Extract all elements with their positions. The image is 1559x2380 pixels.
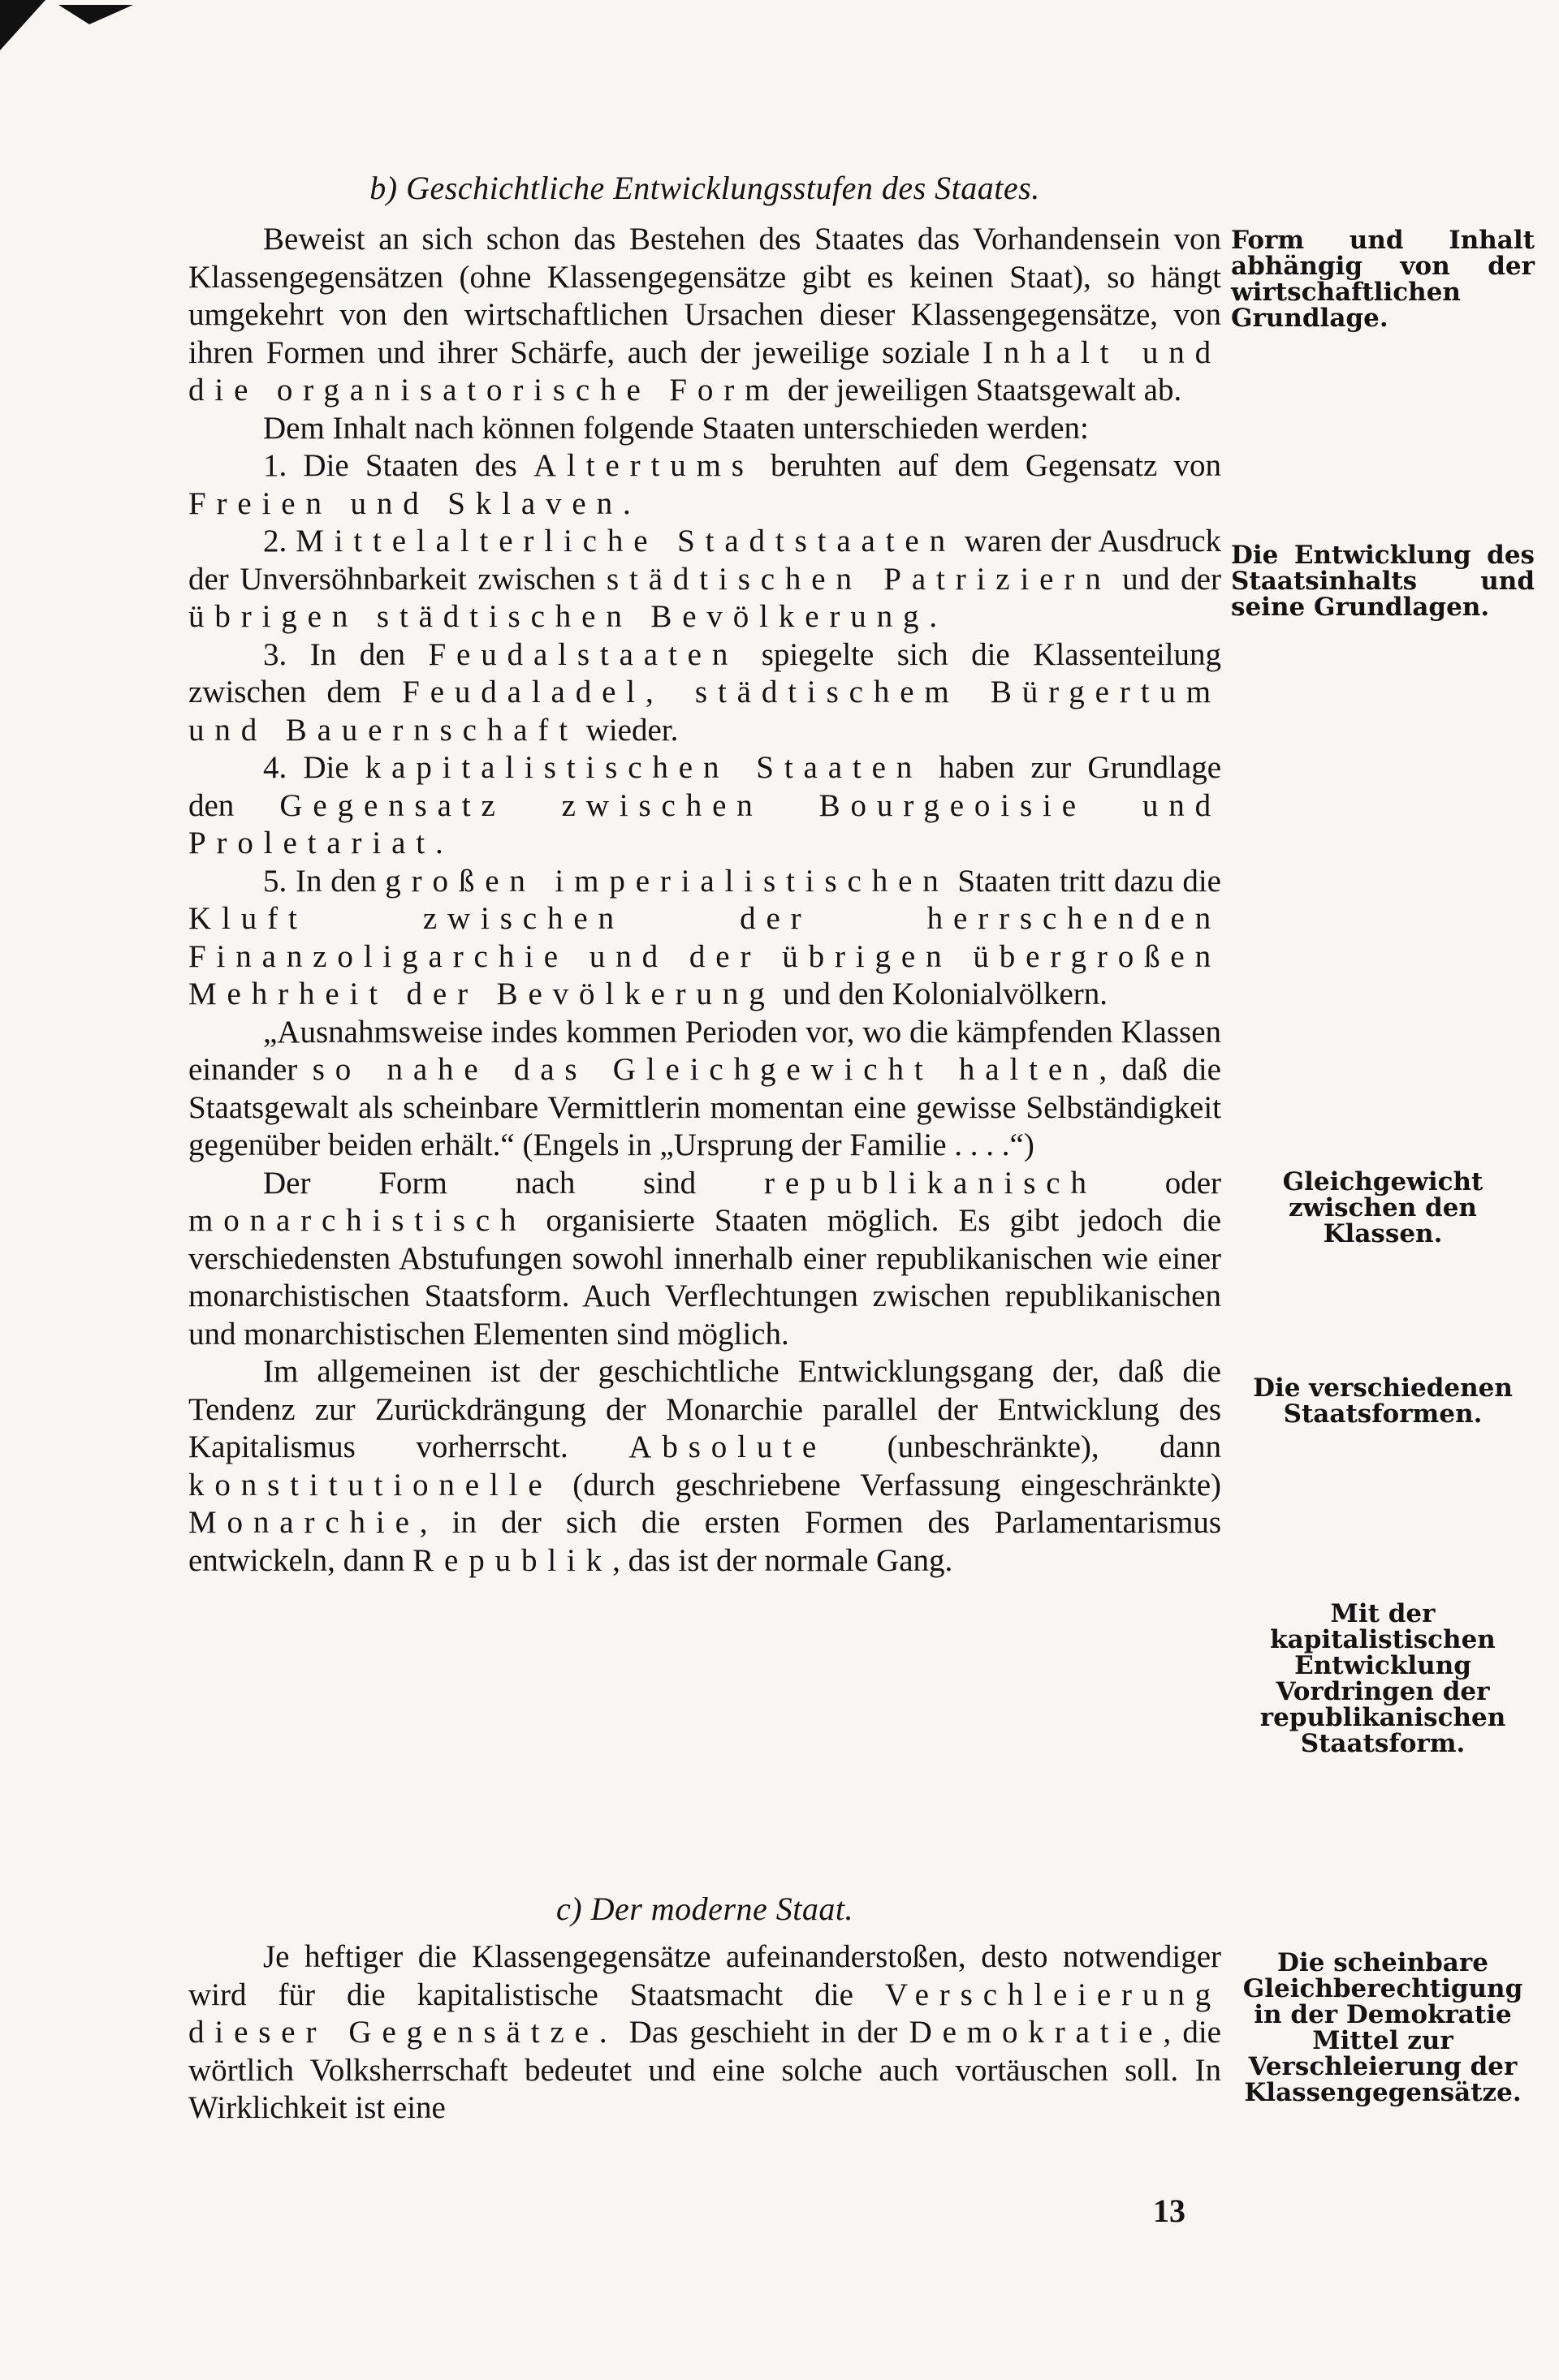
- list-item-2: [188, 523, 1221, 636]
- spaced-emphasis: Kluft zwischen der herrschenden Finanzoligarchie und der übrigen übergroßen Mehrheit der Bevölkerung: [188, 901, 1221, 1011]
- spaced-emphasis: Inhalt und die organisatorische Form: [188, 334, 1222, 407]
- text-run: beruhten auf dem Gegensatz von: [754, 448, 1221, 483]
- paragraph-content-intro: Dem Inhalt nach können folgende Staaten unterschieden werden:: [263, 410, 1089, 446]
- paragraph-modern-state: [188, 1938, 1221, 2128]
- text-run: Der Form nach sind: [263, 1165, 765, 1201]
- list-item-4: [188, 749, 1221, 863]
- list-item-5: [188, 863, 1221, 1014]
- text-run: Je heftiger die Klassengegensätze aufeinanderstoßen, desto notwendiger wird für die kapitalistische Staatsmacht die: [188, 1939, 1221, 2012]
- spaced-emphasis: Feudalstaaten: [428, 636, 739, 672]
- spaced-emphasis: Altertums: [533, 448, 754, 483]
- spaced-emphasis: Gegensatz zwischen Bourgeoisie und Proletariat.: [188, 787, 1221, 860]
- spaced-emphasis: monarchistisch: [188, 1203, 527, 1238]
- text-run: (durch geschriebene Verfassung eingeschränkte): [552, 1467, 1221, 1503]
- text-run: „Ausnahmsweise indes kommen Perioden vor, wo die kämpfenden Klassen einander: [188, 1014, 1221, 1087]
- text-run: und den Kolonialvölkern.: [775, 977, 1108, 1011]
- margin-note-form-content: Form und Inhalt abhängig von der wirtschaftlichen Grundlage.: [1231, 226, 1535, 333]
- text-run: oder: [1096, 1165, 1221, 1201]
- margin-note-equilibrium: Gleichgewicht zwischen den Klassen.: [1282, 1167, 1483, 1248]
- list-item-1: [188, 447, 1221, 523]
- text-run: Beweist an sich schon das Bestehen des Staates das Vorhandensein von Klassengegensätzen (ohne Klassengegensätze gibt es keinen Staat), so hängt umgekehrt von den wirtschaftlichen Ursachen dieser Klassengegensätze, von ihren Formen und ihrer Schärfe, auch der jeweilige soziale: [188, 222, 1221, 370]
- text-run: 4. Die: [263, 750, 365, 785]
- corner-triangle-marks: [0, 0, 146, 73]
- paragraph-engels-quote: [188, 1014, 1221, 1165]
- text-run: wieder.: [577, 712, 679, 748]
- text-run: 3. In den: [263, 636, 429, 672]
- spaced-emphasis: Demokratie: [909, 2015, 1164, 2050]
- section-b-body: [188, 221, 1221, 1580]
- section-c-body: [188, 1938, 1221, 2128]
- text-run: 1. Die Staaten des: [263, 448, 534, 483]
- spaced-emphasis: Mittelalterliche Stadtstaaten: [296, 524, 956, 558]
- spaced-emphasis: Verschleierung dieser Gegensätze.: [188, 1977, 1221, 2050]
- spaced-emphasis: konstitutionelle: [188, 1467, 553, 1503]
- spaced-emphasis: städtischen Patriziern: [606, 561, 1112, 597]
- spaced-emphasis: republikanisch: [764, 1165, 1097, 1201]
- spaced-emphasis: Absolute: [628, 1429, 827, 1464]
- text-run: Das geschieht in der: [617, 2015, 909, 2050]
- spaced-emphasis: Freien und Sklaven.: [188, 485, 641, 521]
- margin-note-democracy: Die scheinbare Gleichberechtigung in der Demokratie Mittel zur Verschleierung der Klassengegensätze.: [1242, 1948, 1523, 2107]
- text-run: (unbeschränkte), dann: [827, 1429, 1221, 1464]
- text-run: spiegelte sich die Klassenteilung zwischen dem: [188, 636, 1221, 709]
- text-run: Staaten tritt dazu die: [948, 863, 1221, 899]
- text-run: , in der sich die ersten Formen des Parlamentarismus entwickeln, dann: [188, 1505, 1221, 1578]
- spaced-emphasis: Republik: [412, 1542, 613, 1578]
- text-run: der jeweiligen Staatsgewalt ab.: [780, 373, 1182, 407]
- spaced-emphasis: kapitalistischen Staaten: [365, 750, 923, 785]
- spaced-emphasis: großen imperialistischen: [385, 863, 949, 899]
- section-heading-c: c) Der moderne Staat.: [556, 1891, 853, 1927]
- text-run: , daß die Staatsgewalt als scheinbare Vermittlerin momentan eine gewisse Selbständigkeit gegenüber beiden erhält.“ (Engels in „Ursprung der Familie . . . .“): [188, 1052, 1221, 1162]
- text-run: , das ist der normale Gang.: [612, 1542, 953, 1578]
- section-heading-b: b) Geschichtliche Entwicklungsstufen des Staates.: [369, 170, 1040, 206]
- paragraph-class-contradictions: [188, 221, 1221, 410]
- spaced-emphasis: übrigen städtischen Bevölkerung.: [188, 599, 948, 634]
- margin-note-development: Die Entwicklung des Staatsinhalts und seine Grundlagen.: [1231, 541, 1535, 622]
- text-run: und der: [1111, 561, 1221, 597]
- text-run: 5. In den: [263, 863, 386, 899]
- margin-note-republican: Mit der kapitalistischen Entwicklung Vordringen der republikanischen Staatsform.: [1259, 1599, 1506, 1758]
- text-run: , die wörtlich Volksherrschaft bedeutet und eine solche auch vortäuschen soll. In Wirklichkeit ist eine: [188, 2015, 1221, 2125]
- spaced-emphasis: so nahe das Gleichgewicht halten: [312, 1052, 1099, 1087]
- text-run: Im allgemeinen ist der geschichtliche Entwicklungsgang der, daß die Tendenz zur Zurückdrängung der Monarchie parallel der Entwicklung des Kapitalismus vorherrscht.: [188, 1354, 1221, 1464]
- text-run: organisierte Staaten möglich. Es gibt jedoch die verschiedensten Abstufungen sowohl innerhalb einer republikanischen wie einer monarchistischen Staatsform. Auch Verflechtungen zwischen republikanischen und monarchistischen Elementen sind möglich.: [188, 1203, 1221, 1352]
- margin-note-state-forms: Die verschiedenen Staatsformen.: [1253, 1373, 1513, 1429]
- page-number: 13: [1153, 2192, 1185, 2229]
- spaced-emphasis: Monarchie: [188, 1505, 420, 1540]
- paragraph-state-forms: [188, 1165, 1221, 1354]
- spaced-emphasis: Feudaladel, städtischem Bürgertum und Bauernschaft: [188, 675, 1221, 748]
- text-run: waren der Ausdruck der Unversöhnbarkeit zwischen: [188, 524, 1222, 597]
- list-item-3: [188, 636, 1221, 750]
- text-run: 2.: [263, 524, 296, 558]
- text-run: haben zur Grundlage den: [188, 750, 1222, 823]
- paragraph-historical-course: [188, 1353, 1221, 1580]
